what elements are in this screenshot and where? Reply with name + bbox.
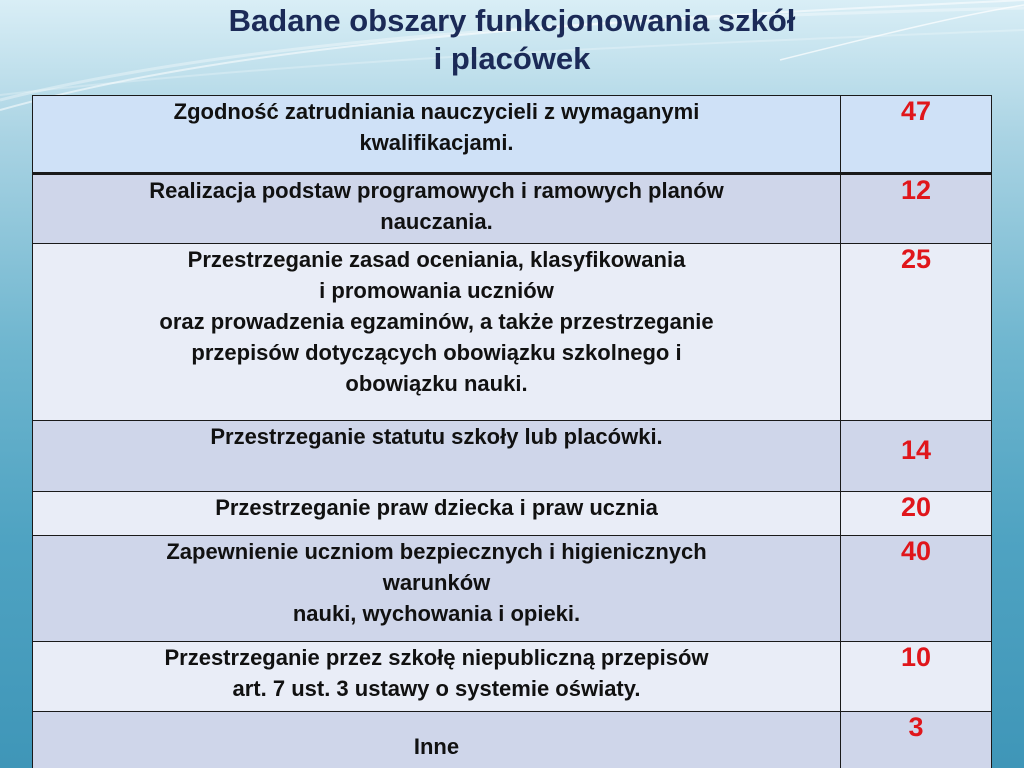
area-line: i promowania uczniów — [319, 278, 554, 303]
table-row — [33, 536, 992, 642]
count-cell: 14 — [841, 421, 992, 492]
area-cell — [33, 244, 841, 421]
table-row — [33, 174, 992, 244]
area-line: Przestrzeganie zasad oceniania, klasyfikowania — [187, 247, 686, 272]
area-cell — [33, 492, 841, 536]
area-line: Przestrzeganie przez szkołę niepubliczną przepisów — [164, 645, 709, 670]
area-line: warunków — [382, 570, 491, 595]
areas-table-container — [32, 95, 992, 768]
area-cell — [33, 174, 841, 244]
area-cell — [33, 536, 841, 642]
area-line: Zgodność zatrudniania nauczycieli z wymaganymi — [173, 99, 700, 124]
count-cell: 10 — [841, 642, 992, 712]
area-line: nauczania. — [380, 209, 493, 234]
table-row — [33, 421, 992, 492]
area-cell — [33, 642, 841, 712]
count-cell: 47 — [841, 96, 992, 174]
area-line: art. 7 ust. 3 ustawy o systemie oświaty. — [232, 676, 641, 701]
area-line: obowiązku nauki. — [345, 371, 528, 396]
page-title — [0, 2, 1024, 78]
area-line: nauki, wychowania i opieki. — [292, 601, 581, 626]
count-cell: 12 — [841, 174, 992, 244]
area-line: Przestrzeganie praw dziecka i praw ucznia — [215, 495, 658, 520]
area-cell — [33, 421, 841, 492]
area-cell — [33, 96, 841, 174]
area-line: przepisów dotyczących obowiązku szkolnego i — [191, 340, 682, 365]
area-line: kwalifikacjami. — [359, 130, 514, 155]
area-line: Zapewnienie uczniom bezpiecznych i higienicznych — [166, 539, 707, 564]
count-cell: 40 — [841, 536, 992, 642]
title-line-1: Badane obszary funkcjonowania szkół — [228, 3, 796, 38]
count-cell: 20 — [841, 492, 992, 536]
title-line-2: i placówek — [433, 41, 591, 76]
table-row — [33, 96, 992, 174]
areas-table — [32, 95, 992, 768]
count-cell: 25 — [841, 244, 992, 421]
area-cell — [33, 712, 841, 768]
area-line: Przestrzeganie statutu szkoły lub placówki. — [210, 424, 663, 449]
table-row — [33, 244, 992, 421]
table-row — [33, 492, 992, 536]
table-row — [33, 712, 992, 768]
table-row — [33, 642, 992, 712]
area-line: Realizacja podstaw programowych i ramowych planów — [149, 178, 724, 203]
area-line: oraz prowadzenia egzaminów, a także przestrzeganie — [159, 309, 714, 334]
count-cell: 3 — [841, 712, 992, 768]
area-line: Inne — [413, 734, 460, 759]
